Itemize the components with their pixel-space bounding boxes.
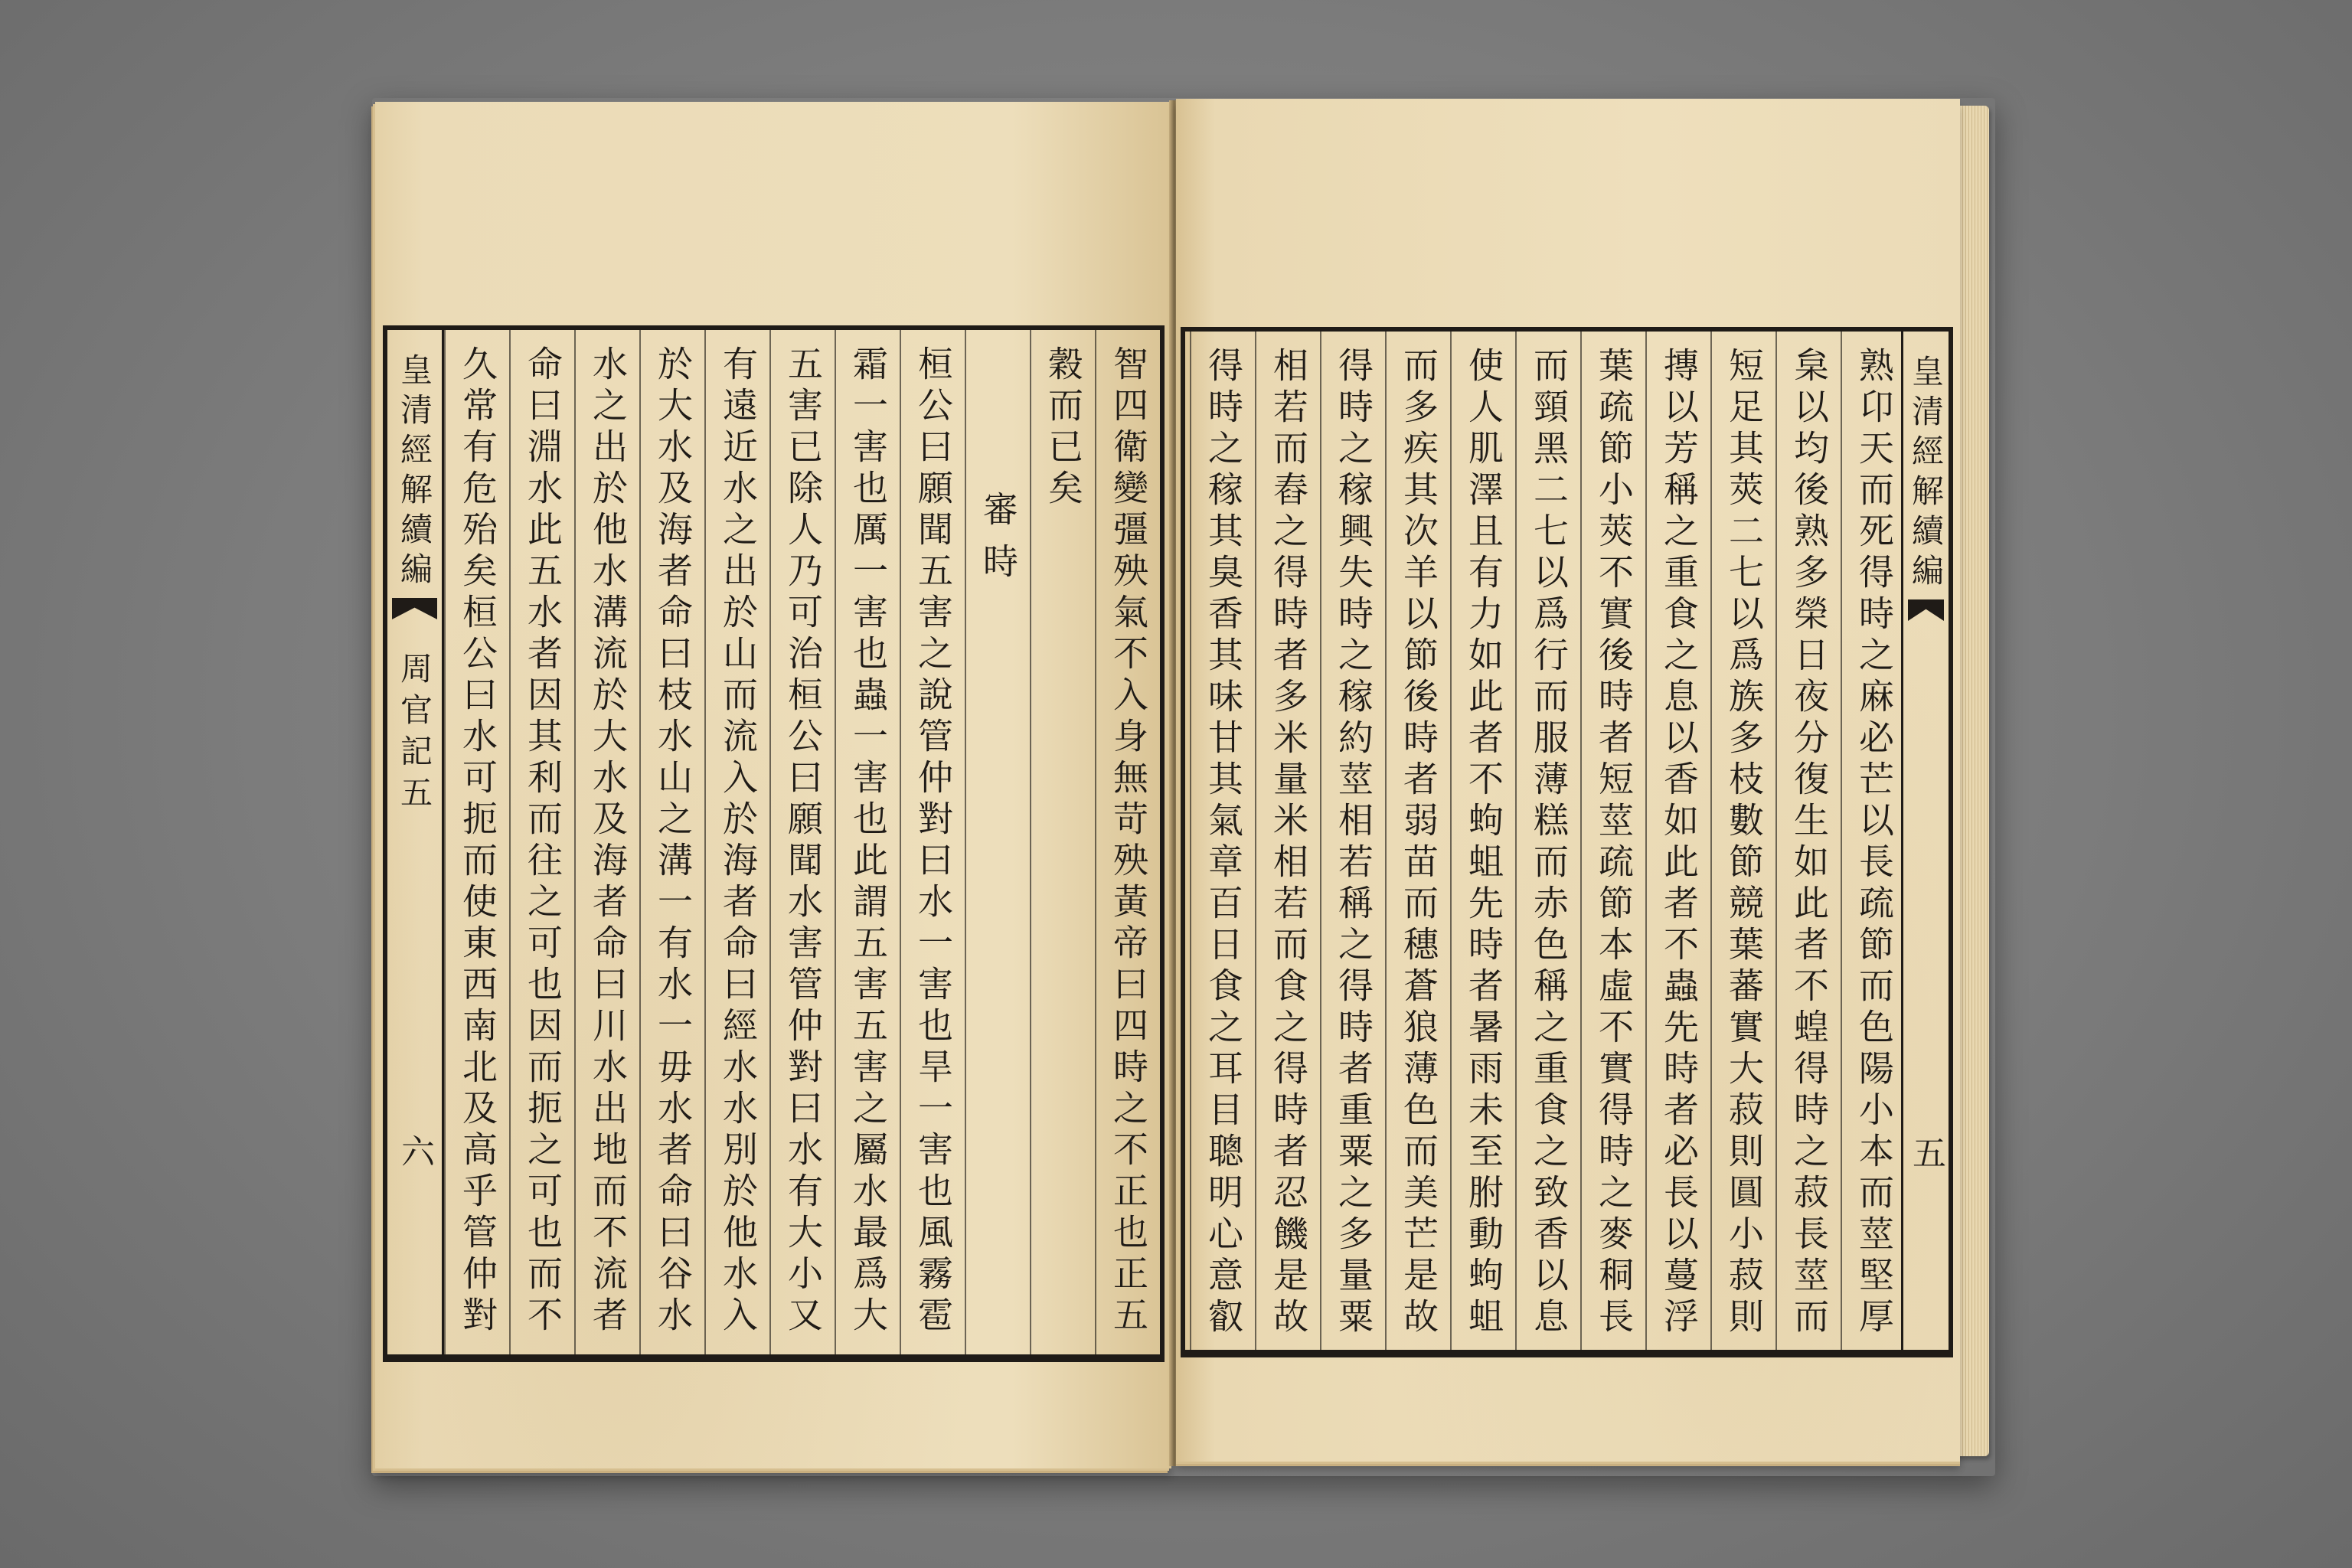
banner-title: 皇清經解續編 [1907, 354, 1945, 593]
left-page-banner [387, 330, 444, 1354]
left-page-column: 霜一害也厲一害也蟲一害也此謂五害五害之屬水最爲大 [835, 330, 900, 1354]
right-page-column: 熟卬天而死得時之麻必芒以長疏節而色陽小本而莖堅厚 [1841, 332, 1906, 1350]
left-page-column: 命曰淵水此五水者因其利而往之可也因而扼之可也而不 [509, 330, 574, 1354]
right-page-column: 枲以均後熟多榮日夜分復生如此者不蝗得時之菽長莖而 [1775, 332, 1841, 1350]
banner-section-title: 周官記五 [396, 652, 433, 817]
banner-page-number: 五 [1906, 1135, 1945, 1177]
right-page [1176, 99, 1960, 1462]
right-page-column: 得時之稼其臭香其味甘其氣章百日食之耳目聰明心意叡 [1190, 332, 1255, 1350]
left-page-column: 桓公曰願聞五害之說管仲對曰水一害也旱一害也風霧雹 [900, 330, 965, 1354]
right-page-column: 相若而舂之得時者多米量米相若而食之得時者忍饑是故 [1255, 332, 1320, 1350]
left-page-column: 智四衛變彊殃氣不入身無苛殃黃帝曰四時之不正也正五 [1095, 330, 1160, 1354]
right-page-column: 而多疾其次羊以節後時者弱苗而穗蒼狼薄色而美芒是故 [1385, 332, 1450, 1350]
fishtail-mark [1908, 599, 1944, 621]
right-print-frame [1181, 327, 1953, 1357]
right-page-column: 葉疏節小莢不實後時者短莖疏節本虛不實得時之麥秱長 [1580, 332, 1645, 1350]
left-page [375, 102, 1171, 1468]
right-page-column: 而頸黑二七以爲行而服薄糕而赤色稱之重食之致香以息 [1515, 332, 1580, 1350]
right-page-banner [1901, 332, 1949, 1350]
fishtail-mark [392, 598, 437, 619]
left-page-column: 五害已除人乃可治桓公曰願聞水害管仲對曰水有大小又 [769, 330, 835, 1354]
left-page-column: 久常有危殆矣桓公曰水可扼而使東西南北及高乎管仲對 [444, 330, 509, 1354]
banner-page-number: 六 [395, 1134, 434, 1175]
right-page-column: 摶以芳稱之重食之息以香如此者不蟲先時者必長以蔓浮 [1645, 332, 1710, 1350]
left-page-column: 於大水及海者命曰枝水山之溝一有水一毋水者命曰谷水 [639, 330, 704, 1354]
right-page-column: 短足其莢二七以爲族多枝數節競葉蕃實大菽則圓小菽則 [1710, 332, 1775, 1350]
right-page-text-area [1185, 332, 1906, 1350]
right-page-column: 使人肌澤且有力如此者不蚼蛆先時者暑雨未至胕動蚼蛆 [1450, 332, 1515, 1350]
section-heading: 審時 [965, 330, 1030, 1354]
left-page-column: 水之出於他水溝流於大水及海者命曰川水出地而不流者 [574, 330, 639, 1354]
left-page-column: 穀而已矣 [1030, 330, 1095, 1354]
right-page-column: 得時之稼興失時之稼約莖相若稱之得時者重粟之多量粟 [1320, 332, 1385, 1350]
left-page-column: 有遠近水之出於山而流入於海者命曰經水水別於他水入 [704, 330, 769, 1354]
left-print-frame [383, 325, 1165, 1362]
banner-title: 皇清經解續編 [396, 353, 433, 592]
left-page-text-area [439, 330, 1160, 1354]
